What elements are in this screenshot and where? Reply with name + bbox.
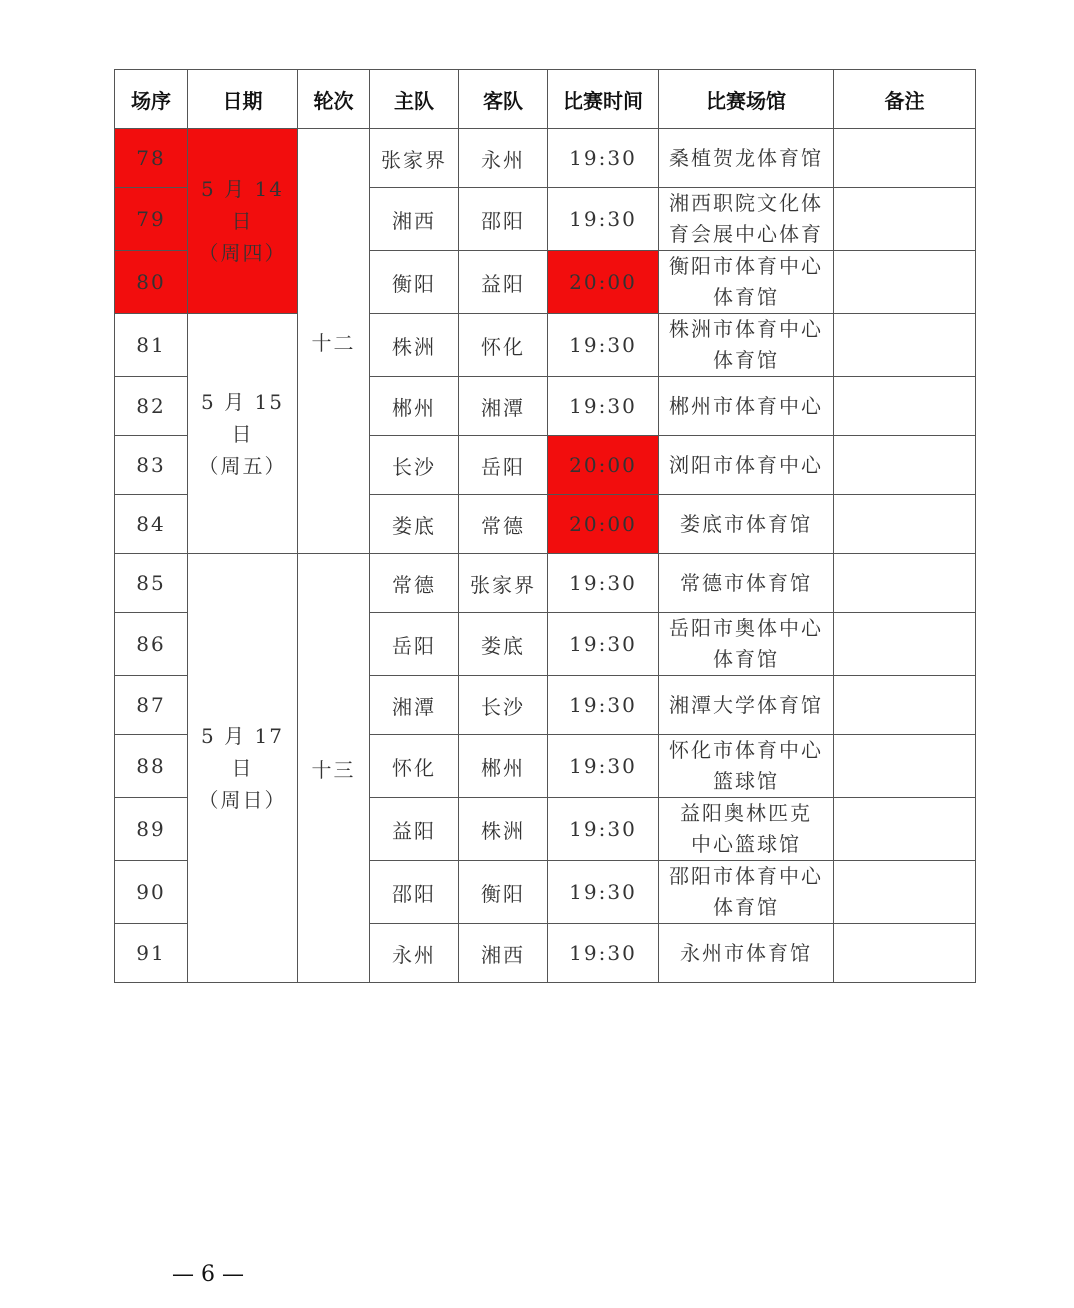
- away-team-cell: 衡阳: [459, 861, 548, 924]
- venue-line: 篮球馆: [713, 769, 779, 793]
- home-team-cell: 岳阳: [370, 613, 459, 676]
- match-time-cell: 20:00: [548, 251, 659, 314]
- table-row: [115, 314, 976, 377]
- venue-cell: [659, 377, 834, 436]
- notes-cell: [834, 129, 976, 188]
- venue-line: 郴州市体育中心: [669, 393, 823, 418]
- venue-line: 衡阳市体育中心: [669, 254, 823, 278]
- weekday-line: （周五）: [198, 453, 287, 478]
- match-no-cell: 91: [115, 924, 188, 983]
- notes-cell: [834, 188, 976, 251]
- venue-line: 永州市体育馆: [680, 940, 812, 965]
- date-line: 5 月 15 日: [201, 389, 284, 446]
- notes-cell: [834, 554, 976, 613]
- venue-line: 怀化市体育中心: [669, 738, 823, 762]
- away-team-cell: 湘潭: [459, 377, 548, 436]
- home-team-cell: 湘西: [370, 188, 459, 251]
- venue-line: 常德市体育馆: [680, 570, 812, 595]
- header-row: [115, 70, 976, 129]
- match-time-cell: 19:30: [548, 314, 659, 377]
- away-team-cell: 张家界: [459, 554, 548, 613]
- header-date: 日期: [188, 70, 298, 129]
- header-notes: 备注: [834, 70, 976, 129]
- home-team-cell: 张家界: [370, 129, 459, 188]
- venue-line: 株洲市体育中心: [669, 317, 823, 341]
- weekday-line: （周四）: [198, 241, 287, 265]
- away-team-cell: 永州: [459, 129, 548, 188]
- match-time-cell: 19:30: [548, 613, 659, 676]
- notes-cell: [834, 676, 976, 735]
- venue-cell: [659, 924, 834, 983]
- match-no-cell: 78: [115, 129, 188, 188]
- table-row: [115, 554, 976, 613]
- notes-cell: [834, 613, 976, 676]
- header-home-team: 主队: [370, 70, 459, 129]
- header-venue: 比赛场馆: [659, 70, 834, 129]
- match-no-cell: 80: [115, 251, 188, 314]
- match-time-cell: 19:30: [548, 129, 659, 188]
- venue-cell: [659, 188, 834, 251]
- venue-cell: [659, 129, 834, 188]
- home-team-cell: 永州: [370, 924, 459, 983]
- match-no-cell: 81: [115, 314, 188, 377]
- header-round: 轮次: [298, 70, 370, 129]
- notes-cell: [834, 861, 976, 924]
- notes-cell: [834, 377, 976, 436]
- venue-cell: [659, 735, 834, 798]
- match-no-cell: 85: [115, 554, 188, 613]
- match-no-cell: 90: [115, 861, 188, 924]
- home-team-cell: 娄底: [370, 495, 459, 554]
- venue-cell: [659, 314, 834, 377]
- away-team-cell: 娄底: [459, 613, 548, 676]
- venue-line: 体育馆: [713, 647, 779, 671]
- away-team-cell: 益阳: [459, 251, 548, 314]
- venue-line: 体育馆: [713, 285, 779, 309]
- venue-line: 育会展中心体育: [669, 222, 823, 246]
- match-time-cell: 19:30: [548, 554, 659, 613]
- home-team-cell: 郴州: [370, 377, 459, 436]
- date-cell: [188, 554, 298, 983]
- venue-line: 岳阳市奥体中心: [669, 616, 823, 640]
- venue-line: 浏阳市体育中心: [669, 452, 823, 477]
- away-team-cell: 邵阳: [459, 188, 548, 251]
- home-team-cell: 株洲: [370, 314, 459, 377]
- venue-line: 益阳奥林匹克: [680, 801, 812, 825]
- page-number: — 6 —: [172, 1262, 244, 1287]
- venue-cell: [659, 436, 834, 495]
- match-time-cell: 19:30: [548, 924, 659, 983]
- match-no-cell: 87: [115, 676, 188, 735]
- notes-cell: [834, 314, 976, 377]
- away-team-cell: 郴州: [459, 735, 548, 798]
- notes-cell: [834, 251, 976, 314]
- match-time-cell: 19:30: [548, 188, 659, 251]
- venue-cell: [659, 251, 834, 314]
- away-team-cell: 湘西: [459, 924, 548, 983]
- table-row: [115, 129, 976, 188]
- notes-cell: [834, 436, 976, 495]
- home-team-cell: 邵阳: [370, 861, 459, 924]
- weekday-line: （周日）: [198, 788, 287, 812]
- home-team-cell: 常德: [370, 554, 459, 613]
- venue-line: 娄底市体育馆: [680, 511, 812, 536]
- match-no-cell: 89: [115, 798, 188, 861]
- venue-line: 中心篮球馆: [691, 832, 801, 856]
- match-time-cell: 20:00: [548, 495, 659, 554]
- venue-line: 邵阳市体育中心: [669, 864, 823, 888]
- notes-cell: [834, 735, 976, 798]
- notes-cell: [834, 798, 976, 861]
- notes-cell: [834, 495, 976, 554]
- match-time-cell: 19:30: [548, 861, 659, 924]
- header-match-time: 比赛时间: [548, 70, 659, 129]
- match-time-cell: 19:30: [548, 735, 659, 798]
- home-team-cell: 怀化: [370, 735, 459, 798]
- away-team-cell: 长沙: [459, 676, 548, 735]
- home-team-cell: 衡阳: [370, 251, 459, 314]
- header-away-team: 客队: [459, 70, 548, 129]
- match-schedule-table: [114, 69, 976, 983]
- home-team-cell: 益阳: [370, 798, 459, 861]
- venue-line: 体育馆: [713, 348, 779, 372]
- match-no-cell: 82: [115, 377, 188, 436]
- home-team-cell: 长沙: [370, 436, 459, 495]
- venue-line: 湘潭大学体育馆: [669, 692, 823, 717]
- away-team-cell: 岳阳: [459, 436, 548, 495]
- venue-cell: [659, 676, 834, 735]
- match-no-cell: 79: [115, 188, 188, 251]
- notes-cell: [834, 924, 976, 983]
- date-cell: [188, 314, 298, 554]
- match-no-cell: 83: [115, 436, 188, 495]
- away-team-cell: 株洲: [459, 798, 548, 861]
- venue-cell: [659, 613, 834, 676]
- round-cell: 十二: [298, 129, 370, 554]
- match-no-cell: 88: [115, 735, 188, 798]
- date-cell: [188, 129, 298, 314]
- match-no-cell: 86: [115, 613, 188, 676]
- away-team-cell: 常德: [459, 495, 548, 554]
- venue-cell: [659, 495, 834, 554]
- match-time-cell: 19:30: [548, 676, 659, 735]
- away-team-cell: 怀化: [459, 314, 548, 377]
- venue-cell: [659, 798, 834, 861]
- match-no-cell: 84: [115, 495, 188, 554]
- home-team-cell: 湘潭: [370, 676, 459, 735]
- venue-cell: [659, 554, 834, 613]
- round-cell: 十三: [298, 554, 370, 983]
- venue-line: 桑植贺龙体育馆: [669, 145, 823, 170]
- venue-line: 体育馆: [713, 895, 779, 919]
- venue-line: 湘西职院文化体: [669, 191, 823, 215]
- date-line: 5 月 17 日: [201, 724, 284, 780]
- date-line: 5 月 14 日: [201, 177, 284, 233]
- header-match-no: 场序: [115, 70, 188, 129]
- venue-cell: [659, 861, 834, 924]
- match-time-cell: 20:00: [548, 436, 659, 495]
- match-time-cell: 19:30: [548, 798, 659, 861]
- match-time-cell: 19:30: [548, 377, 659, 436]
